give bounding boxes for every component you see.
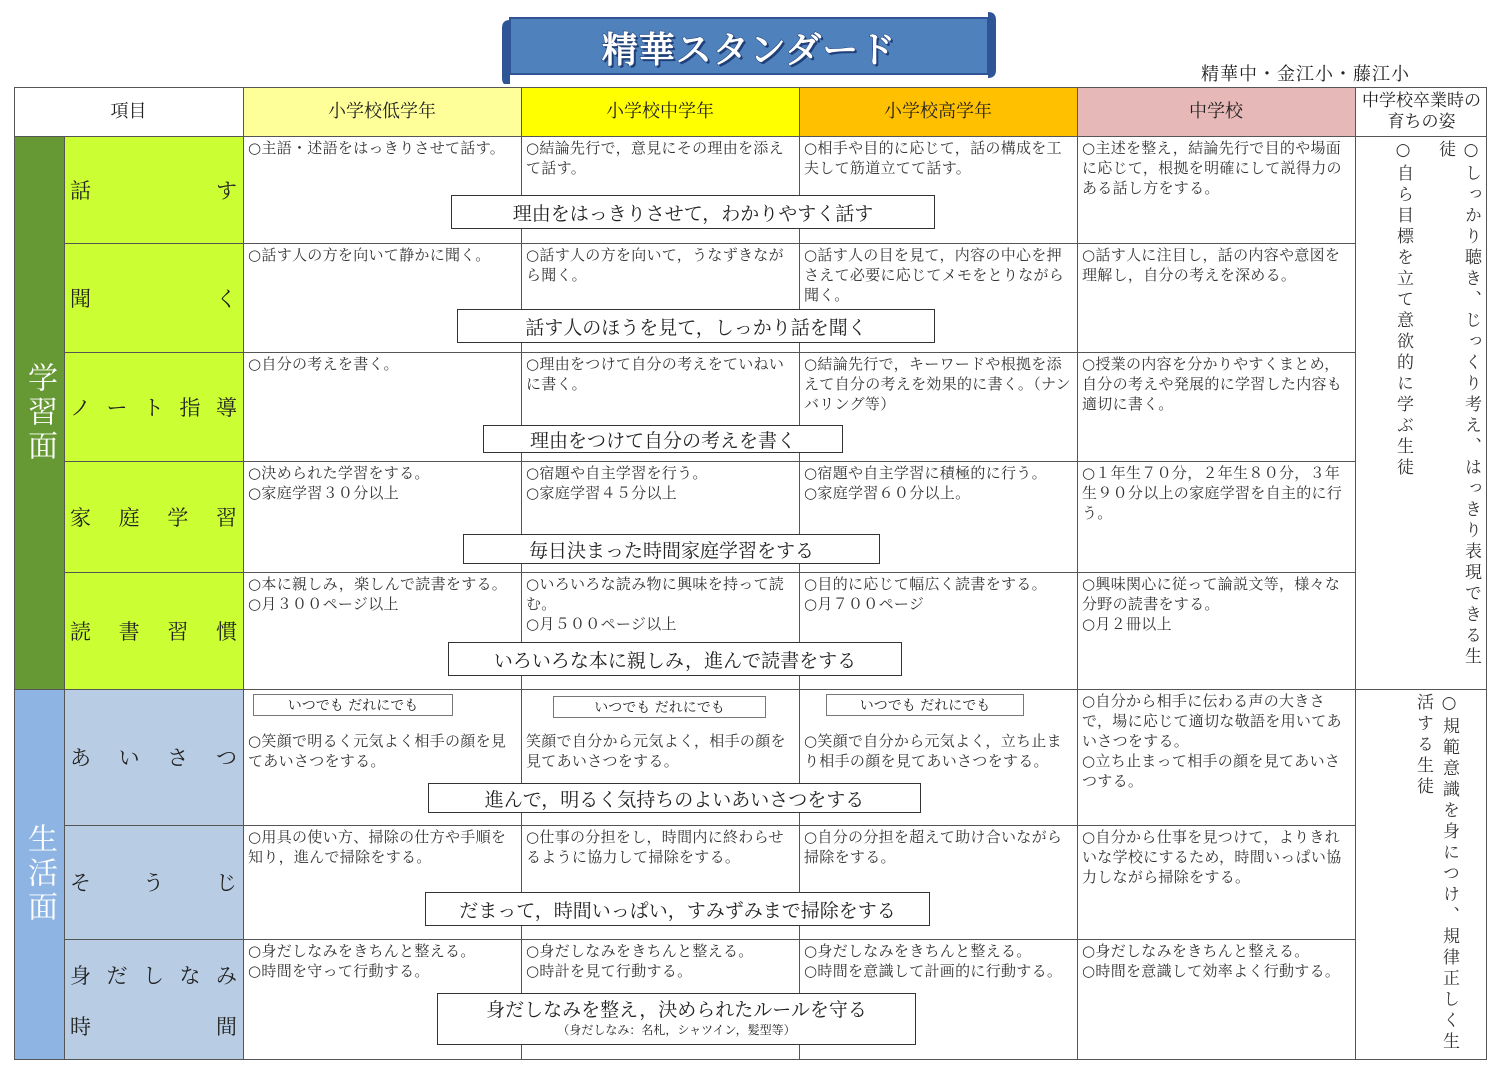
label-char: 慣 <box>215 619 237 644</box>
cell-read-high: ○目的に応じて幅広く読書をする。 ○月７００ページ <box>804 575 1047 613</box>
grid-line <box>14 1059 1486 1060</box>
label-char: な <box>179 964 201 988</box>
cell-greet-jhs: ○自分から相手に伝わる声の大きさで，場に応じて適切な敬語を用いてあいさつをする。 ○立ち止まって相手の顔を見てあいさつする。 <box>1082 692 1342 790</box>
label-char: 指 <box>179 395 201 420</box>
label-char: す <box>216 178 237 203</box>
cell-note-mid: ○理由をつけて自分の考えをていねいに書く。 <box>526 355 785 393</box>
label-char: ト <box>143 395 164 420</box>
item-note <box>70 352 237 461</box>
column-header-item: 項目 <box>110 100 147 122</box>
tag-greet-low: いつでも だれにでも <box>253 694 453 716</box>
label-char: 学 <box>167 505 189 530</box>
cell-note-jhs: ○授業の内容を分かりやすくまとめ，自分の考えや発展的に学習した内容も適切に書く。 <box>1082 355 1343 413</box>
column-header-graduate: 中学校卒業時の育ちの姿 <box>1362 91 1481 132</box>
item-listen <box>70 243 237 352</box>
item-speak <box>70 136 237 243</box>
graduate-study-1: ○しっかり聴き、じっくり考え、はっきり表現できる生徒 <box>1435 140 1481 668</box>
label-char: ノ <box>70 395 91 420</box>
goal-appearance-text: 身だしなみを整え，決められたルールを守る <box>486 999 867 1021</box>
section-life <box>14 689 64 1059</box>
cell-listen-mid: ○話す人の方を向いて，うなずきながら聞く。 <box>526 246 784 284</box>
label-char: 話 <box>70 178 91 203</box>
cell-note-low: ○自分の考えを書く。 <box>248 355 399 373</box>
title-banner <box>502 10 996 84</box>
cell-clean-jhs: ○自分から仕事を見つけて，よりきれいな学校にするため，時間いっぱい協力しながら掃除をする。 <box>1082 828 1342 886</box>
grid-line <box>1077 87 1078 1060</box>
goal-listen: 話す人のほうを見て，しっかり話を聞く <box>457 309 935 343</box>
cell-appearance-mid: ○身だしなみをきちんと整える。 ○時計を見て行動する。 <box>526 942 754 980</box>
label-char: 身 <box>70 964 91 988</box>
label-char: あ <box>70 746 91 770</box>
cell-clean-mid: ○仕事の分担をし，時間内に終わらせるように協力して掃除をする。 <box>526 828 784 866</box>
column-header-high: 小学校高学年 <box>884 100 992 122</box>
cell-listen-low: ○話す人の方を向いて静かに聞く。 <box>248 246 491 264</box>
cell-appearance-jhs: ○身だしなみをきちんと整える。 ○時間を意識して効率よく行動する。 <box>1082 942 1341 980</box>
goal-appearance <box>437 993 916 1045</box>
page-title: 精華スタンダード <box>601 30 897 71</box>
tag-greet-mid: いつでも だれにでも <box>553 696 766 718</box>
grid-line <box>64 352 1355 353</box>
cell-clean-low: ○用具の使い方、掃除の仕方や手順を知り，進んで掃除をする。 <box>248 828 507 866</box>
goal-home: 毎日決まった時間家庭学習をする <box>463 534 880 564</box>
cell-home-high: ○宿題や自主学習に積極的に行う。 ○家庭学習６０分以上。 <box>804 464 1047 502</box>
cell-listen-high: ○話す人の目を見て，内容の中心を押さえて必要に応じてメモをとりながら聞く。 <box>804 246 1065 304</box>
label-char: く <box>216 286 237 311</box>
goal-read: いろいろな本に親しみ，進んで読書をする <box>448 642 902 676</box>
item-appearance-line2 <box>70 1009 237 1043</box>
grid-line <box>64 572 1355 573</box>
label-char: 庭 <box>118 505 140 530</box>
cell-speak-high: ○相手や目的に応じて，話の構成を工夫して筋道立てて話す。 <box>804 139 1062 177</box>
cell-speak-low: ○主語・述語をはっきりさせて話す。 <box>248 139 505 157</box>
label-char: み <box>216 964 237 988</box>
cell-appearance-low: ○身だしなみをきちんと整える。 ○時間を守って行動する。 <box>248 942 476 980</box>
column-header-jhs: 中学校 <box>1189 100 1243 122</box>
label-char: 家 <box>70 505 91 530</box>
cell-home-mid: ○宿題や自主学習を行う。 ○家庭学習４５分以上 <box>526 464 708 502</box>
grid-line <box>64 461 1355 462</box>
graduate-life-1: ○規範意識を身につけ、規律正しく生活する生徒 <box>1413 693 1459 1053</box>
goal-speak: 理由をはっきりさせて，わかりやすく話す <box>451 195 935 229</box>
cell-greet-high: ○笑顔で自分から元気よく，立ち止まり相手の顔を見てあいさつをする。 <box>804 732 1062 770</box>
cell-speak-jhs: ○主述を整え，結論先行で目的や場面に応じて，根拠を明確にして説得力のある話し方をする。 <box>1082 139 1342 197</box>
section-study <box>14 136 64 689</box>
cell-appearance-high: ○身だしなみをきちんと整える。 ○時間を意識して計画的に行動する。 <box>804 942 1063 980</box>
label-char: し <box>143 964 164 988</box>
label-char: そ <box>70 871 91 895</box>
grid-line <box>1486 87 1487 1060</box>
cell-clean-high: ○自分の分担を超えて助け合いながら掃除をする。 <box>804 828 1063 866</box>
grid-line <box>1355 87 1356 1060</box>
item-appearance <box>70 958 237 1043</box>
school-names: 精華中・金江小・藤江小 <box>1201 64 1410 85</box>
label-char: 時 <box>70 1015 91 1039</box>
label-char: 習 <box>215 505 237 530</box>
item-clean <box>70 825 237 939</box>
column-header-mid: 小学校中学年 <box>606 100 714 122</box>
cell-listen-jhs: ○話す人に注目し，話の内容や意図を理解し，自分の考えを深める。 <box>1082 246 1341 284</box>
grid-line <box>64 243 1355 244</box>
cell-read-jhs: ○興味関心に従って論説文等，様々な分野の読書をする。 ○月２冊以上 <box>1082 575 1341 633</box>
tag-greet-high: いつでも だれにでも <box>826 694 1024 716</box>
label-char: つ <box>215 746 237 770</box>
goal-clean: だまって，時間いっぱい，すみずみまで掃除をする <box>425 892 930 926</box>
grid-line <box>64 939 1355 940</box>
label-char: ー <box>106 395 128 420</box>
cell-greet-mid: 笑顔で自分から元気よく，相手の顔を見てあいさつをする。 <box>526 732 786 770</box>
cell-note-high: ○結論先行で，キーワードや根拠を添えて自分の考えを効果的に書く。（ナンバリング等） <box>804 355 1071 413</box>
goal-note: 理由をつけて自分の考えを書く <box>483 425 843 453</box>
goal-appearance-note: （身だしなみ：名札，シャツイン，髪型等） <box>557 1023 796 1037</box>
item-read <box>70 572 237 689</box>
graduate-study-2: ○自ら目標を立て意欲的に学ぶ生徒 <box>1393 140 1413 479</box>
label-char: い <box>118 746 140 770</box>
column-header-low: 小学校低学年 <box>328 100 436 122</box>
section-life-label: 生活面 <box>22 823 57 925</box>
cell-speak-mid: ○結論先行で，意見にその理由を添えて話す。 <box>526 139 784 177</box>
label-char: 習 <box>167 619 189 644</box>
cell-greet-low: ○笑顔で明るく元気よく相手の顔を見てあいさつをする。 <box>248 732 507 770</box>
label-char: だ <box>106 964 128 988</box>
grid-line <box>64 825 1355 826</box>
label-char: 書 <box>118 619 140 644</box>
label-char: じ <box>216 871 237 895</box>
cell-home-jhs: ○１年生７０分，２年生８０分，３年生９０分以上の家庭学習を自主的に行う。 <box>1082 464 1343 522</box>
label-char: う <box>143 871 164 895</box>
item-greet <box>70 689 237 825</box>
label-char: 間 <box>216 1015 237 1039</box>
cell-read-low: ○本に親しみ，楽しんで読書をする。 ○月３００ページ以上 <box>248 575 508 613</box>
goal-greet: 進んで，明るく気持ちのよいあいさつをする <box>428 783 921 813</box>
cell-home-low: ○決められた学習をする。 ○家庭学習３０分以上 <box>248 464 430 502</box>
grid-line <box>243 87 244 1060</box>
section-study-label: 学習面 <box>22 361 57 464</box>
cell-read-mid: ○いろいろな読み物に興味を持って読む。 ○月５００ページ以上 <box>526 575 785 633</box>
grid-line <box>64 136 65 1059</box>
label-char: さ <box>167 746 189 770</box>
label-char: 聞 <box>70 286 91 311</box>
label-char: 導 <box>216 395 237 420</box>
item-home <box>70 461 237 572</box>
label-char: 読 <box>70 619 91 644</box>
item-appearance-line1 <box>70 958 237 992</box>
